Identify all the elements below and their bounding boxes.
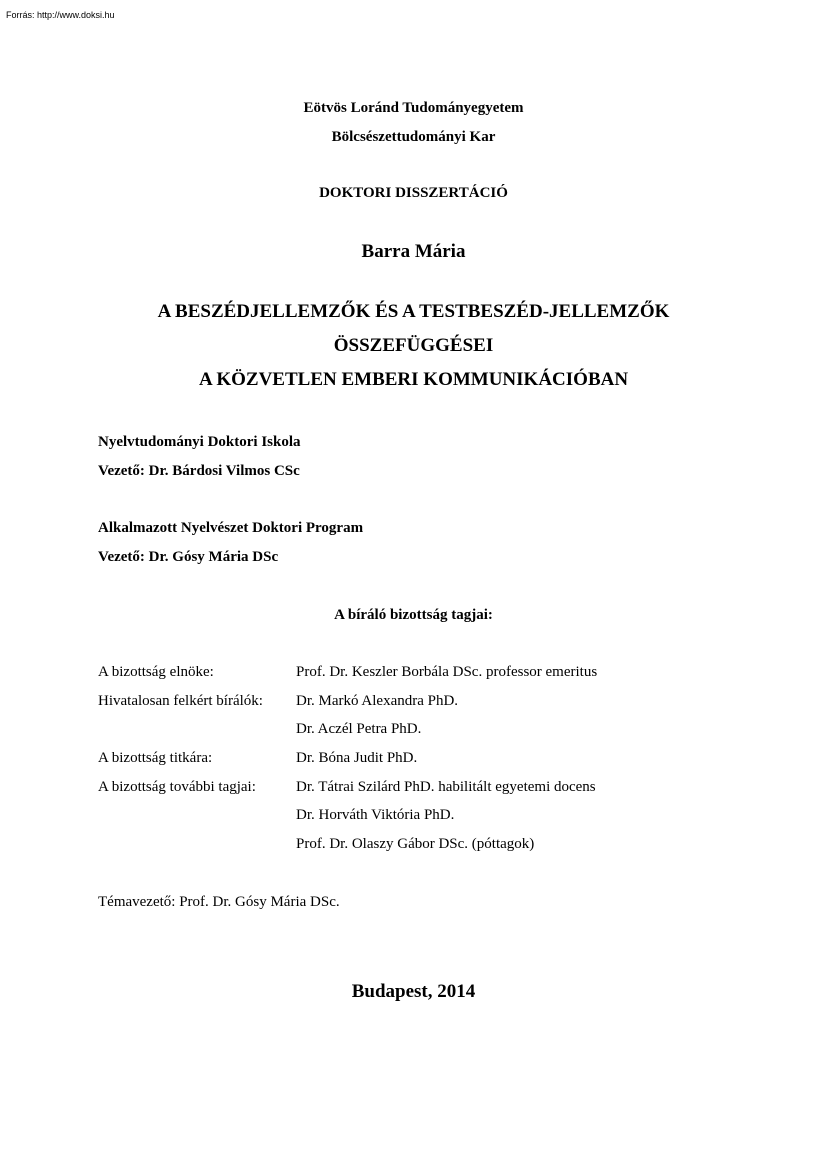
committee-role: A bizottság elnöke: xyxy=(98,664,214,680)
title-line-3: A KÖZVETLEN EMBERI KOMMUNIKÁCIÓBAN xyxy=(198,369,629,390)
committee-row xyxy=(98,807,738,829)
supervisor: Témavezető: Prof. Dr. Gósy Mária DSc. xyxy=(98,894,340,910)
committee-role: Hivatalosan felkért bírálók: xyxy=(98,693,263,709)
document-type: DOKTORI DISSZERTÁCIÓ xyxy=(319,185,508,201)
university-name: Eötvös Loránd Tudományegyetem xyxy=(303,100,524,116)
committee-role: A bizottság titkára: xyxy=(98,750,213,766)
place-and-date: Budapest, 2014 xyxy=(351,981,476,1002)
committee-member: Dr. Markó Alexandra PhD. xyxy=(296,693,459,709)
doctoral-program-name: Alkalmazott Nyelvészet Doktori Program xyxy=(98,520,364,536)
title-line-2: ÖSSZEFÜGGÉSEI xyxy=(333,335,494,356)
faculty-name: Bölcsészettudományi Kar xyxy=(331,129,496,145)
doctoral-school-name: Nyelvtudományi Doktori Iskola xyxy=(98,434,301,450)
doctoral-school-head: Vezető: Dr. Bárdosi Vilmos CSc xyxy=(98,463,300,479)
committee-row xyxy=(98,693,738,715)
committee-member: Dr. Aczél Petra PhD. xyxy=(296,721,422,737)
committee-member: Dr. Bóna Judit PhD. xyxy=(296,750,418,766)
doctoral-program-head: Vezető: Dr. Gósy Mária DSc xyxy=(98,549,279,565)
committee-member: Dr. Horváth Viktória PhD. xyxy=(296,807,455,823)
committee-member: Prof. Dr. Keszler Borbála DSc. professor emeritus xyxy=(296,664,598,680)
committee-row xyxy=(98,750,738,772)
committee-row xyxy=(98,721,738,743)
committee-member: Prof. Dr. Olaszy Gábor DSc. (póttagok) xyxy=(296,836,535,852)
source-note: Forrás: http://www.doksi.hu xyxy=(6,10,115,20)
committee-heading: A bíráló bizottság tagjai: xyxy=(334,607,493,623)
committee-row xyxy=(98,836,738,858)
author-name: Barra Mária xyxy=(361,241,466,262)
committee-row xyxy=(98,779,738,801)
committee-member: Dr. Tátrai Szilárd PhD. habilitált egyetemi docens xyxy=(296,779,596,795)
title-line-1: A BESZÉDJELLEMZŐK ÉS A TESTBESZÉD-JELLEMZŐK xyxy=(157,301,670,322)
committee-row xyxy=(98,664,738,686)
committee-role: A bizottság további tagjai: xyxy=(98,779,256,795)
